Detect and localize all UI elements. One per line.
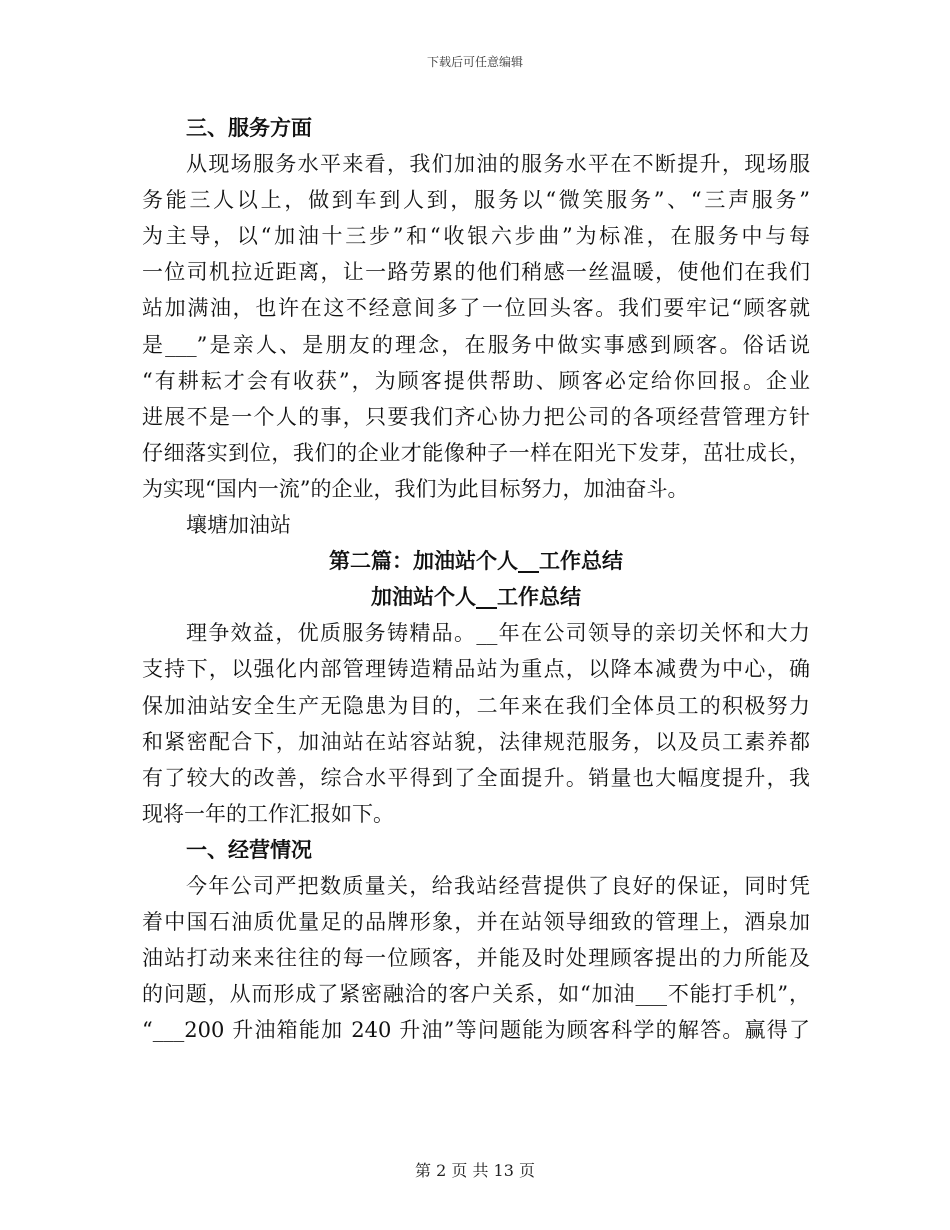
signature-station-name: 壤塘加油站 bbox=[186, 513, 291, 538]
paragraph-line: 支持下，以强化内部管理铸造精品站为重点，以降本减费为中心，确 bbox=[142, 657, 810, 682]
paragraph-line: 今年公司严把数质量关，给我站经营提供了良好的保证，同时凭 bbox=[186, 873, 810, 898]
paragraph-line: 有了较大的改善，综合水平得到了全面提升。销量也大幅度提升，我 bbox=[142, 765, 810, 790]
document-body bbox=[142, 110, 810, 1048]
document-title: 加油站个人__工作总结 bbox=[371, 584, 581, 610]
paragraph-line: 为主导，以“加油十三步”和“收银六步曲”为标准，在服务中与每 bbox=[142, 224, 810, 249]
page-header: 下载后可任意编辑 bbox=[426, 55, 523, 69]
paragraph-line: 的问题，从而形成了紧密融洽的客户关系，如“加油___不能打手机”， bbox=[142, 982, 810, 1007]
paragraph-line: 从现场服务水平来看，我们加油的服务水平在不断提升，现场服 bbox=[186, 152, 810, 177]
paragraph-line: 进展不是一个人的事，只要我们齐心协力把公司的各项经营管理方针 bbox=[142, 404, 810, 429]
paragraph-line: “有耕耘才会有收获”，为顾客提供帮助、顾客必定给你回报。企业 bbox=[142, 368, 810, 393]
paragraph-line: 站加满油，也许在这不经意间多了一位回头客。我们要牢记“顾客就 bbox=[142, 296, 810, 321]
paragraph-line: 一位司机拉近距离，让一路劳累的他们稍感一丝温暖，使他们在我们 bbox=[142, 260, 810, 285]
paragraph-line: “___200 升油箱能加 240 升油”等问题能为顾客科学的解答。赢得了 bbox=[142, 1018, 810, 1043]
paragraph-line: 和紧密配合下，加油站在站容站貌，法律规范服务，以及员工素养都 bbox=[142, 729, 810, 754]
paragraph-line: 油站打动来来往往的每一位顾客，并能及时处理顾客提出的力所能及 bbox=[142, 946, 810, 971]
paragraph-line: 务能三人以上，做到车到人到，服务以“微笑服务”、“三声服务” bbox=[142, 188, 810, 213]
paragraph-line: 为实现“国内一流”的企业，我们为此目标努力，加油奋斗。 bbox=[142, 476, 689, 501]
section-heading-operations: 一、经营情况 bbox=[186, 836, 312, 862]
paragraph-line: 是___”是亲人、是朋友的理念，在服务中做实事感到顾客。俗话说 bbox=[142, 332, 810, 357]
chapter-title: 第二篇：加油站个人__工作总结 bbox=[329, 548, 623, 574]
page-footer: 第 2 页 共 13 页 bbox=[415, 1161, 535, 1180]
paragraph-line: 着中国石油质优量足的品牌形象，并在站领导细致的管理上，酒泉加 bbox=[142, 910, 810, 935]
paragraph-line: 现将一年的工作汇报如下。 bbox=[142, 801, 394, 826]
paragraph-line: 仔细落实到位，我们的企业才能像种子一样在阳光下发芽，茁壮成长， bbox=[142, 440, 810, 465]
paragraph-line: 理争效益，优质服务铸精品。__年在公司领导的亲切关怀和大力 bbox=[186, 621, 810, 646]
paragraph-line: 保加油站安全生产无隐患为目的，二年来在我们全体员工的积极努力 bbox=[142, 693, 810, 718]
section-heading-service: 三、服务方面 bbox=[186, 115, 312, 140]
